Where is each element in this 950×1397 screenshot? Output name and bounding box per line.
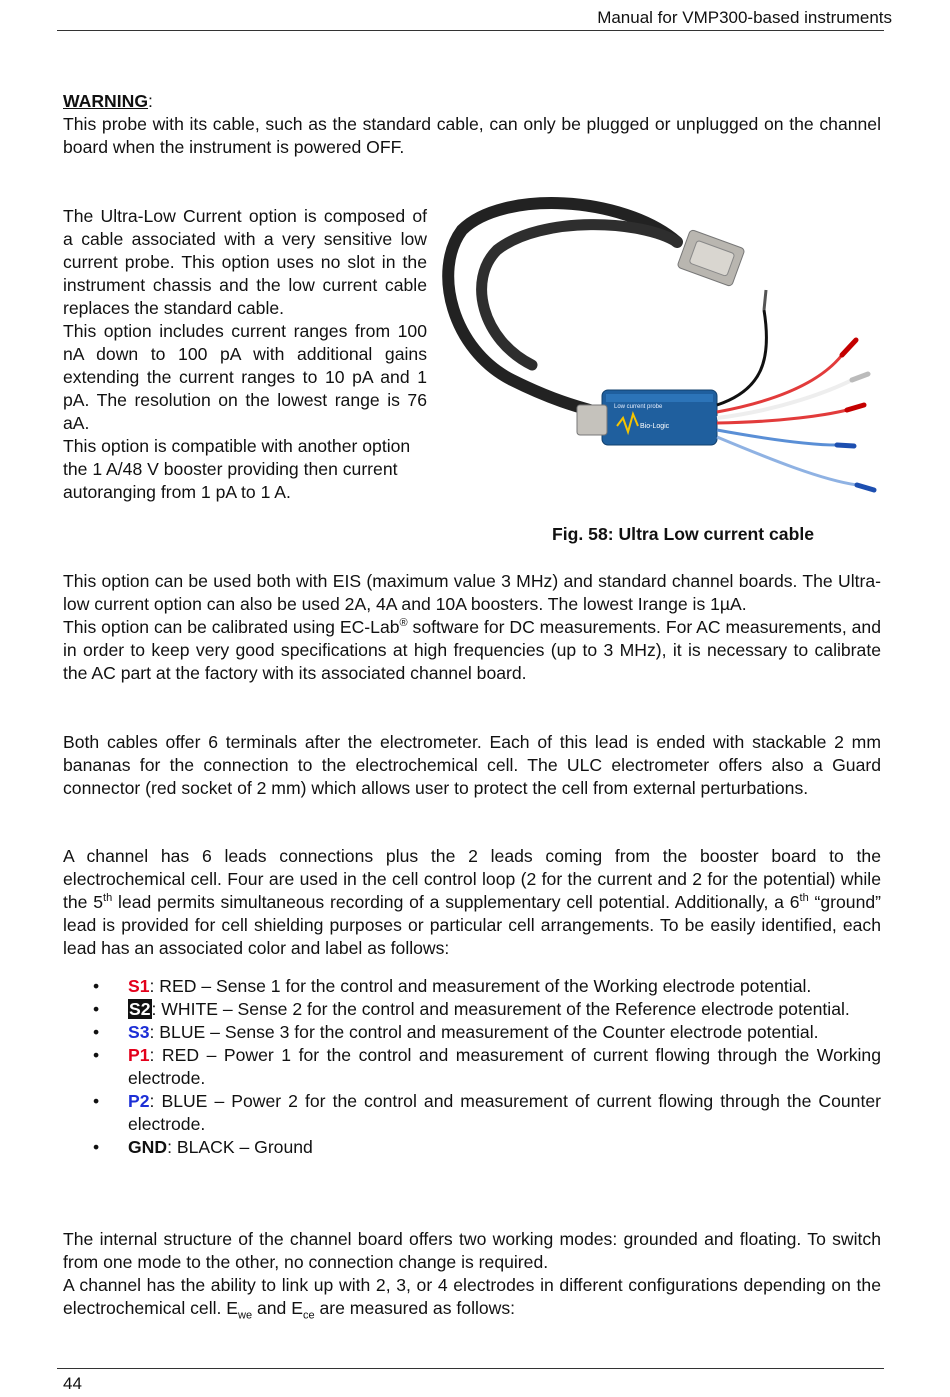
channel-text-a: A channel has 6 leads connections plus the 2 leads coming from the booster board to the electrochemical cell. Four are used in the cell control loop (2 for the current and 2 for the potential) while the 5 — [63, 846, 881, 912]
list-item: • S2: WHITE – Sense 2 for the control and measurement of the Reference electrode potential. — [93, 999, 850, 1019]
lead-label-p1: P1 — [128, 1045, 150, 1065]
warning-title: WARNING — [63, 91, 149, 111]
lead-label-s1: S1 — [128, 976, 150, 996]
eis-text-2b: software for DC measurements. For AC measurements, and in order to keep very good specifications at high frequencies (up to 3 MHz), it is necessary to calibrate the AC part at the factory with its associated channel board. — [63, 617, 882, 683]
channel-sup-1: th — [103, 892, 113, 905]
brand-label: Bio-Logic — [640, 423, 670, 430]
intro-paragraph-2: This option includes current ranges from 100 nA down to 100 pA with additional gains extending the current ranges to 10 pA and 1 pA. The resolution on the lowest range is 76 aA. — [63, 321, 427, 433]
intro-column — [63, 205, 427, 504]
eis-text-2 — [63, 616, 881, 685]
registered-mark: ® — [399, 617, 408, 630]
eis-paragraph — [63, 570, 881, 685]
sub-we: we — [238, 1309, 253, 1322]
list-item: • S3: BLUE – Sense 3 for the control and measurement of the Counter electrode potential. — [93, 1022, 819, 1042]
cable-illustration — [442, 190, 882, 510]
channel-paragraph — [63, 845, 881, 960]
modes-paragraph — [63, 1228, 881, 1320]
intro-paragraph-1: The Ultra-Low Current option is composed of a cable associated with a very sensitive low current probe. This option uses no slot in the instrument chassis and the low current cable replaces the standard cable. — [63, 206, 427, 318]
lead-desc: : BLUE – Sense 3 for the control and measurement of the Counter electrode potential. — [149, 1022, 819, 1042]
page-number: 44 — [63, 1374, 82, 1393]
db-connector-side — [577, 405, 607, 435]
db25-connector-top — [677, 229, 745, 286]
lead-desc: : RED – Power 1 for the control and measurement of current flowing through the Working electrode. — [128, 1045, 881, 1088]
page-header: Manual for VMP300-based instruments — [597, 8, 892, 27]
cable-loop — [482, 225, 677, 365]
footer-rule — [57, 1368, 884, 1369]
warning-block — [63, 90, 881, 159]
lead-desc: : BLUE – Power 2 for the control and measurement of current flowing through the Counter electrode. — [128, 1091, 881, 1134]
list-item: • GND: BLACK – Ground — [93, 1137, 313, 1157]
list-item: • P1: RED – Power 1 for the control and measurement of current flowing through the Working electrode. — [93, 1045, 881, 1088]
lead-desc: : RED – Sense 1 for the control and measurement of the Working electrode potential. — [149, 976, 812, 996]
modes-text-a: The internal structure of the channel board offers two working modes: grounded and floating. To switch from one mode to the other, no connection change is required. — [63, 1229, 881, 1272]
modes-text-d: are measured as follows: — [314, 1298, 516, 1318]
channel-text-c: “ground” lead is provided for cell shielding purposes or particular cell arrangements. To be easily identified, each lead has an associated color and label as follows: — [63, 892, 881, 958]
modes-text-b: A channel has the ability to link up with 2, 3, or 4 electrodes in different configurations depending on the electrochemical cell. E — [63, 1275, 881, 1318]
channel-sup-2: th — [799, 892, 809, 905]
figure-caption: Fig. 58: Ultra Low current cable — [552, 524, 815, 544]
header-rule — [57, 30, 884, 31]
channel-text-b: lead permits simultaneous recording of a supplementary cell potential. Additionally, a 6 — [112, 892, 800, 912]
cables-paragraph: Both cables offer 6 terminals after the electrometer. Each of this lead is ended with stackable 2 mm bananas for the connection to the electrochemical cell. The ULC electrometer offers also a Guard connector (red socket of 2 mm) which allows user to protect the cell from external perturbations. — [63, 732, 881, 798]
lead-blue-1 — [717, 430, 837, 445]
probe-label: Low current probe — [614, 404, 663, 410]
modes-text-b-line — [63, 1274, 881, 1320]
lead-red-1 — [717, 355, 842, 412]
sub-ce: ce — [302, 1309, 315, 1322]
lead-black — [717, 310, 767, 405]
lead-label-gnd: GND — [128, 1137, 168, 1157]
modes-text-c: and E — [252, 1298, 303, 1318]
lead-label-s2: S2 — [129, 999, 151, 1019]
lead-desc: : WHITE – Sense 2 for the control and measurement of the Reference electrode potential. — [151, 999, 850, 1019]
lead-label-s3: S3 — [128, 1022, 150, 1042]
warning-colon: : — [148, 91, 153, 111]
lead-list — [63, 975, 881, 1159]
list-item: • P2: BLUE – Power 2 for the control and measurement of current flowing through the Counter electrode. — [93, 1091, 881, 1134]
list-item: • S1: RED – Sense 1 for the control and measurement of the Working electrode potential. — [93, 976, 812, 996]
eis-text-1: This option can be used both with EIS (maximum value 3 MHz) and standard channel boards. The Ultra-low current option can also be used 2A, 4A and 10A boosters. The lowest Irange is 1µA. — [63, 571, 881, 614]
lead-label-p2: P2 — [128, 1091, 150, 1111]
warning-text: This probe with its cable, such as the standard cable, can only be plugged or unplugged on the channel board when the instrument is powered OFF. — [63, 114, 881, 157]
probe-box — [602, 390, 717, 445]
eis-text-2a: This option can be calibrated using EC-Lab — [63, 617, 400, 637]
intro-paragraph-3: This option is compatible with another option the 1 A/48 V booster providing then current autoranging from 1 pA to 1 A. — [63, 436, 411, 502]
lead-desc: : BLACK – Ground — [167, 1137, 313, 1157]
ulc-cable-figure — [442, 190, 882, 510]
